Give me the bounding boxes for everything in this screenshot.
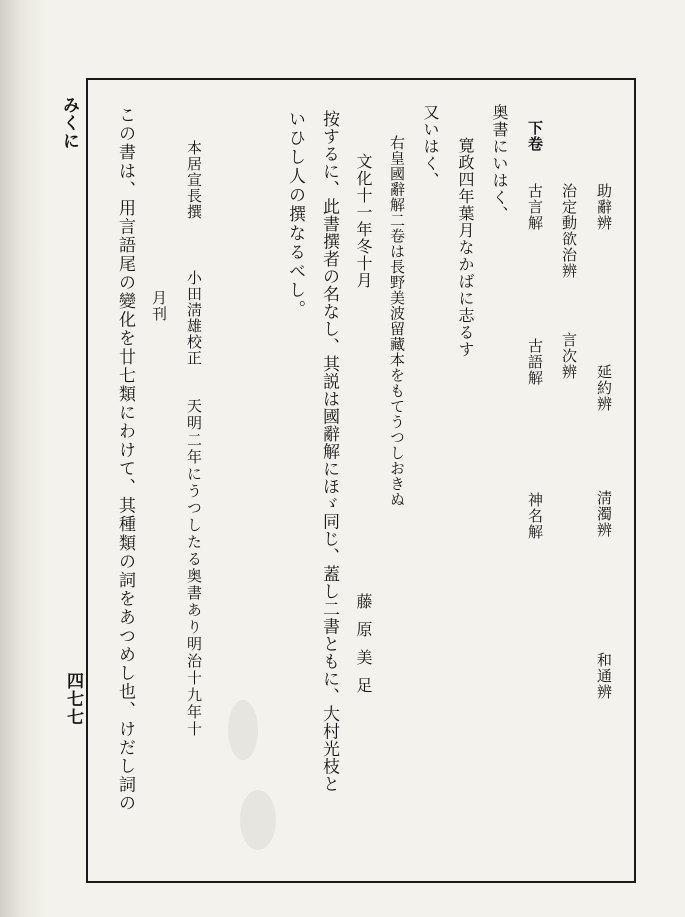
text-line-1-top: 助辭辨 bbox=[595, 183, 613, 231]
text-line-3-a: 古言解 bbox=[526, 183, 544, 231]
text-line-12-bot: 天明二年にうつしたる奥書あり明治十九年十 bbox=[185, 398, 203, 738]
text-line-9: 按するに、此書撰者の名なし、其説は國辭解にほゞ同じ、蓋し二書ともに、大村光枝と bbox=[319, 110, 339, 793]
page-number: 四七七 bbox=[63, 672, 83, 726]
text-line-3-top: 下卷 bbox=[526, 120, 544, 152]
text-line-8-bot: 藤原美足 bbox=[354, 593, 373, 705]
text-line-6: 又いはく、 bbox=[421, 104, 440, 189]
running-head: みくに bbox=[59, 96, 79, 150]
text-line-4: 奥書にいはく、 bbox=[490, 104, 509, 223]
text-line-8-top: 文化十一年冬十月 bbox=[354, 153, 373, 289]
text-line-3-b: 古語解 bbox=[526, 338, 544, 386]
text-line-12-top: 本居宣長撰 bbox=[185, 140, 203, 220]
text-line-1-mid2: 淸濁辨 bbox=[595, 490, 613, 538]
text-line-1-bot: 和通辨 bbox=[595, 652, 613, 700]
text-line-12-mid: 小田淸雄校正 bbox=[185, 270, 203, 366]
text-line-2-top: 治定動欲治辨 bbox=[560, 183, 578, 279]
text-line-7: 右皇國辭解二卷は長野美波留藏本をもてうつしおきぬ bbox=[388, 135, 406, 507]
text-line-3-c: 神名解 bbox=[526, 492, 544, 540]
text-line-13: 月刊 bbox=[150, 290, 168, 322]
text-line-1-mid: 延約辨 bbox=[595, 364, 613, 412]
text-line-2-mid: 言次辨 bbox=[560, 332, 578, 380]
text-line-5: 寛政四年葉月なかばに志るす bbox=[456, 137, 475, 358]
text-line-14: この書は、用言語尾の變化を廿七類にわけて、其種類の詞をあつめし也、けだし詞の bbox=[115, 106, 135, 813]
text-line-10: いひし人の撰なるべし。 bbox=[285, 110, 305, 319]
